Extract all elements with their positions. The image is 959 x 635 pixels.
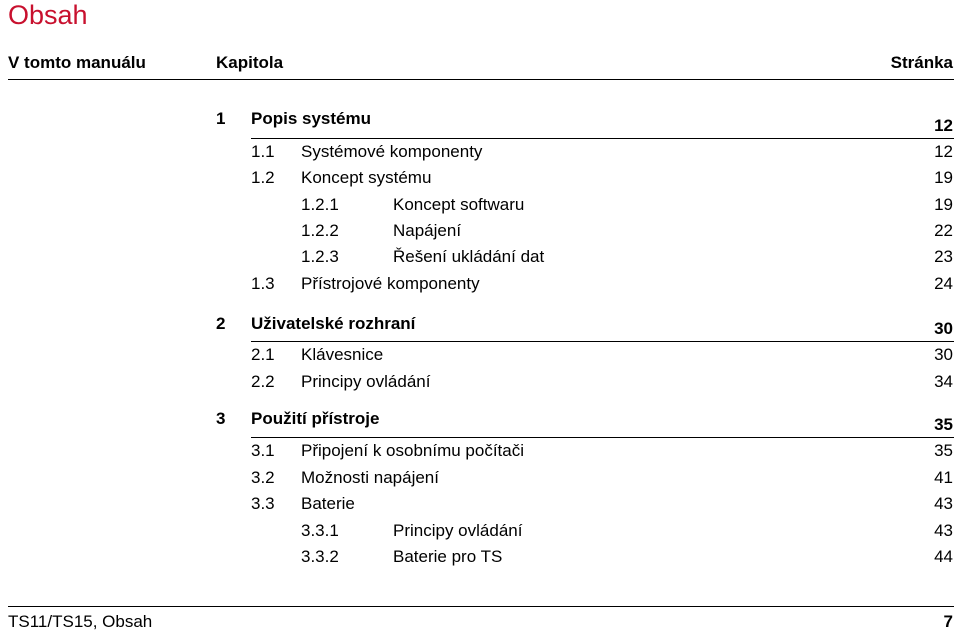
footer-document-title: TS11/TS15, Obsah bbox=[8, 612, 153, 631]
footer-divider bbox=[8, 606, 954, 607]
chapter-divider bbox=[251, 341, 954, 342]
toc-entry-number: 2.2 bbox=[251, 372, 275, 391]
toc-entry-page[interactable]: 19 bbox=[934, 195, 953, 214]
toc-entry-page[interactable]: 22 bbox=[934, 221, 953, 240]
toc-chapter-page[interactable]: 35 bbox=[934, 415, 953, 434]
toc-entry-number: 3.1 bbox=[251, 441, 275, 460]
toc-entry-number: 1.2.2 bbox=[301, 221, 339, 240]
toc-entry-page[interactable]: 43 bbox=[934, 494, 953, 513]
toc-entry-title[interactable]: Koncept softwaru bbox=[393, 195, 525, 214]
toc-entry-page[interactable]: 12 bbox=[934, 142, 953, 161]
toc-chapter-page[interactable]: 12 bbox=[934, 116, 953, 135]
toc-entry-number: 3.2 bbox=[251, 468, 275, 487]
toc-entry-page[interactable]: 19 bbox=[934, 168, 953, 187]
page-title: Obsah bbox=[8, 0, 88, 30]
toc-entry-page[interactable]: 35 bbox=[934, 441, 953, 460]
toc-chapter-page[interactable]: 30 bbox=[934, 319, 953, 338]
toc-entry-number: 1.2 bbox=[251, 168, 275, 187]
toc-entry-title[interactable]: Systémové komponenty bbox=[301, 142, 483, 161]
toc-entry-title[interactable]: Baterie pro TS bbox=[393, 547, 503, 566]
toc-entry-page[interactable]: 43 bbox=[934, 521, 953, 540]
toc-chapter-number[interactable]: 3 bbox=[216, 409, 226, 428]
toc-chapter-title[interactable]: Použití přístroje bbox=[251, 409, 380, 428]
header-in-this-manual: V tomto manuálu bbox=[8, 53, 146, 72]
toc-chapter-number[interactable]: 1 bbox=[216, 109, 226, 128]
toc-entry-title[interactable]: Připojení k osobnímu počítači bbox=[301, 441, 525, 460]
footer-page-number: 7 bbox=[943, 612, 953, 631]
toc-entry-title[interactable]: Principy ovládání bbox=[301, 372, 431, 391]
toc-entry-number: 1.2.3 bbox=[301, 247, 339, 266]
toc-entry-title[interactable]: Baterie bbox=[301, 494, 355, 513]
header-divider bbox=[8, 79, 954, 80]
toc-entry-title[interactable]: Napájení bbox=[393, 221, 462, 240]
toc-entry-number: 2.1 bbox=[251, 345, 275, 364]
toc-chapter-number[interactable]: 2 bbox=[216, 314, 226, 333]
header-chapter: Kapitola bbox=[216, 53, 284, 72]
header-page: Stránka bbox=[890, 53, 953, 72]
toc-entry-title[interactable]: Řešení ukládání dat bbox=[393, 247, 545, 266]
toc-entry-title[interactable]: Přístrojové komponenty bbox=[301, 274, 480, 293]
toc-entry-number: 3.3.1 bbox=[301, 521, 339, 540]
chapter-divider bbox=[251, 138, 954, 139]
toc-entry-page[interactable]: 41 bbox=[934, 468, 953, 487]
toc-chapter-title[interactable]: Uživatelské rozhraní bbox=[251, 314, 416, 333]
toc-entry-title[interactable]: Možnosti napájení bbox=[301, 468, 439, 487]
toc-chapter-title[interactable]: Popis systému bbox=[251, 109, 371, 128]
toc-entry-title[interactable]: Principy ovládání bbox=[393, 521, 523, 540]
toc-entry-number: 1.3 bbox=[251, 274, 275, 293]
toc-entry-number: 1.1 bbox=[251, 142, 275, 161]
toc-entry-title[interactable]: Klávesnice bbox=[301, 345, 384, 364]
chapter-divider bbox=[251, 437, 954, 438]
toc-entry-title[interactable]: Koncept systému bbox=[301, 168, 432, 187]
toc-entry-number: 3.3 bbox=[251, 494, 275, 513]
toc-entry-page[interactable]: 24 bbox=[934, 274, 953, 293]
toc-entry-page[interactable]: 23 bbox=[934, 247, 953, 266]
toc-entry-number: 1.2.1 bbox=[301, 195, 339, 214]
toc-entry-page[interactable]: 34 bbox=[934, 372, 953, 391]
toc-entry-page[interactable]: 44 bbox=[934, 547, 953, 566]
toc-entry-page[interactable]: 30 bbox=[934, 345, 953, 364]
toc-entry-number: 3.3.2 bbox=[301, 547, 339, 566]
